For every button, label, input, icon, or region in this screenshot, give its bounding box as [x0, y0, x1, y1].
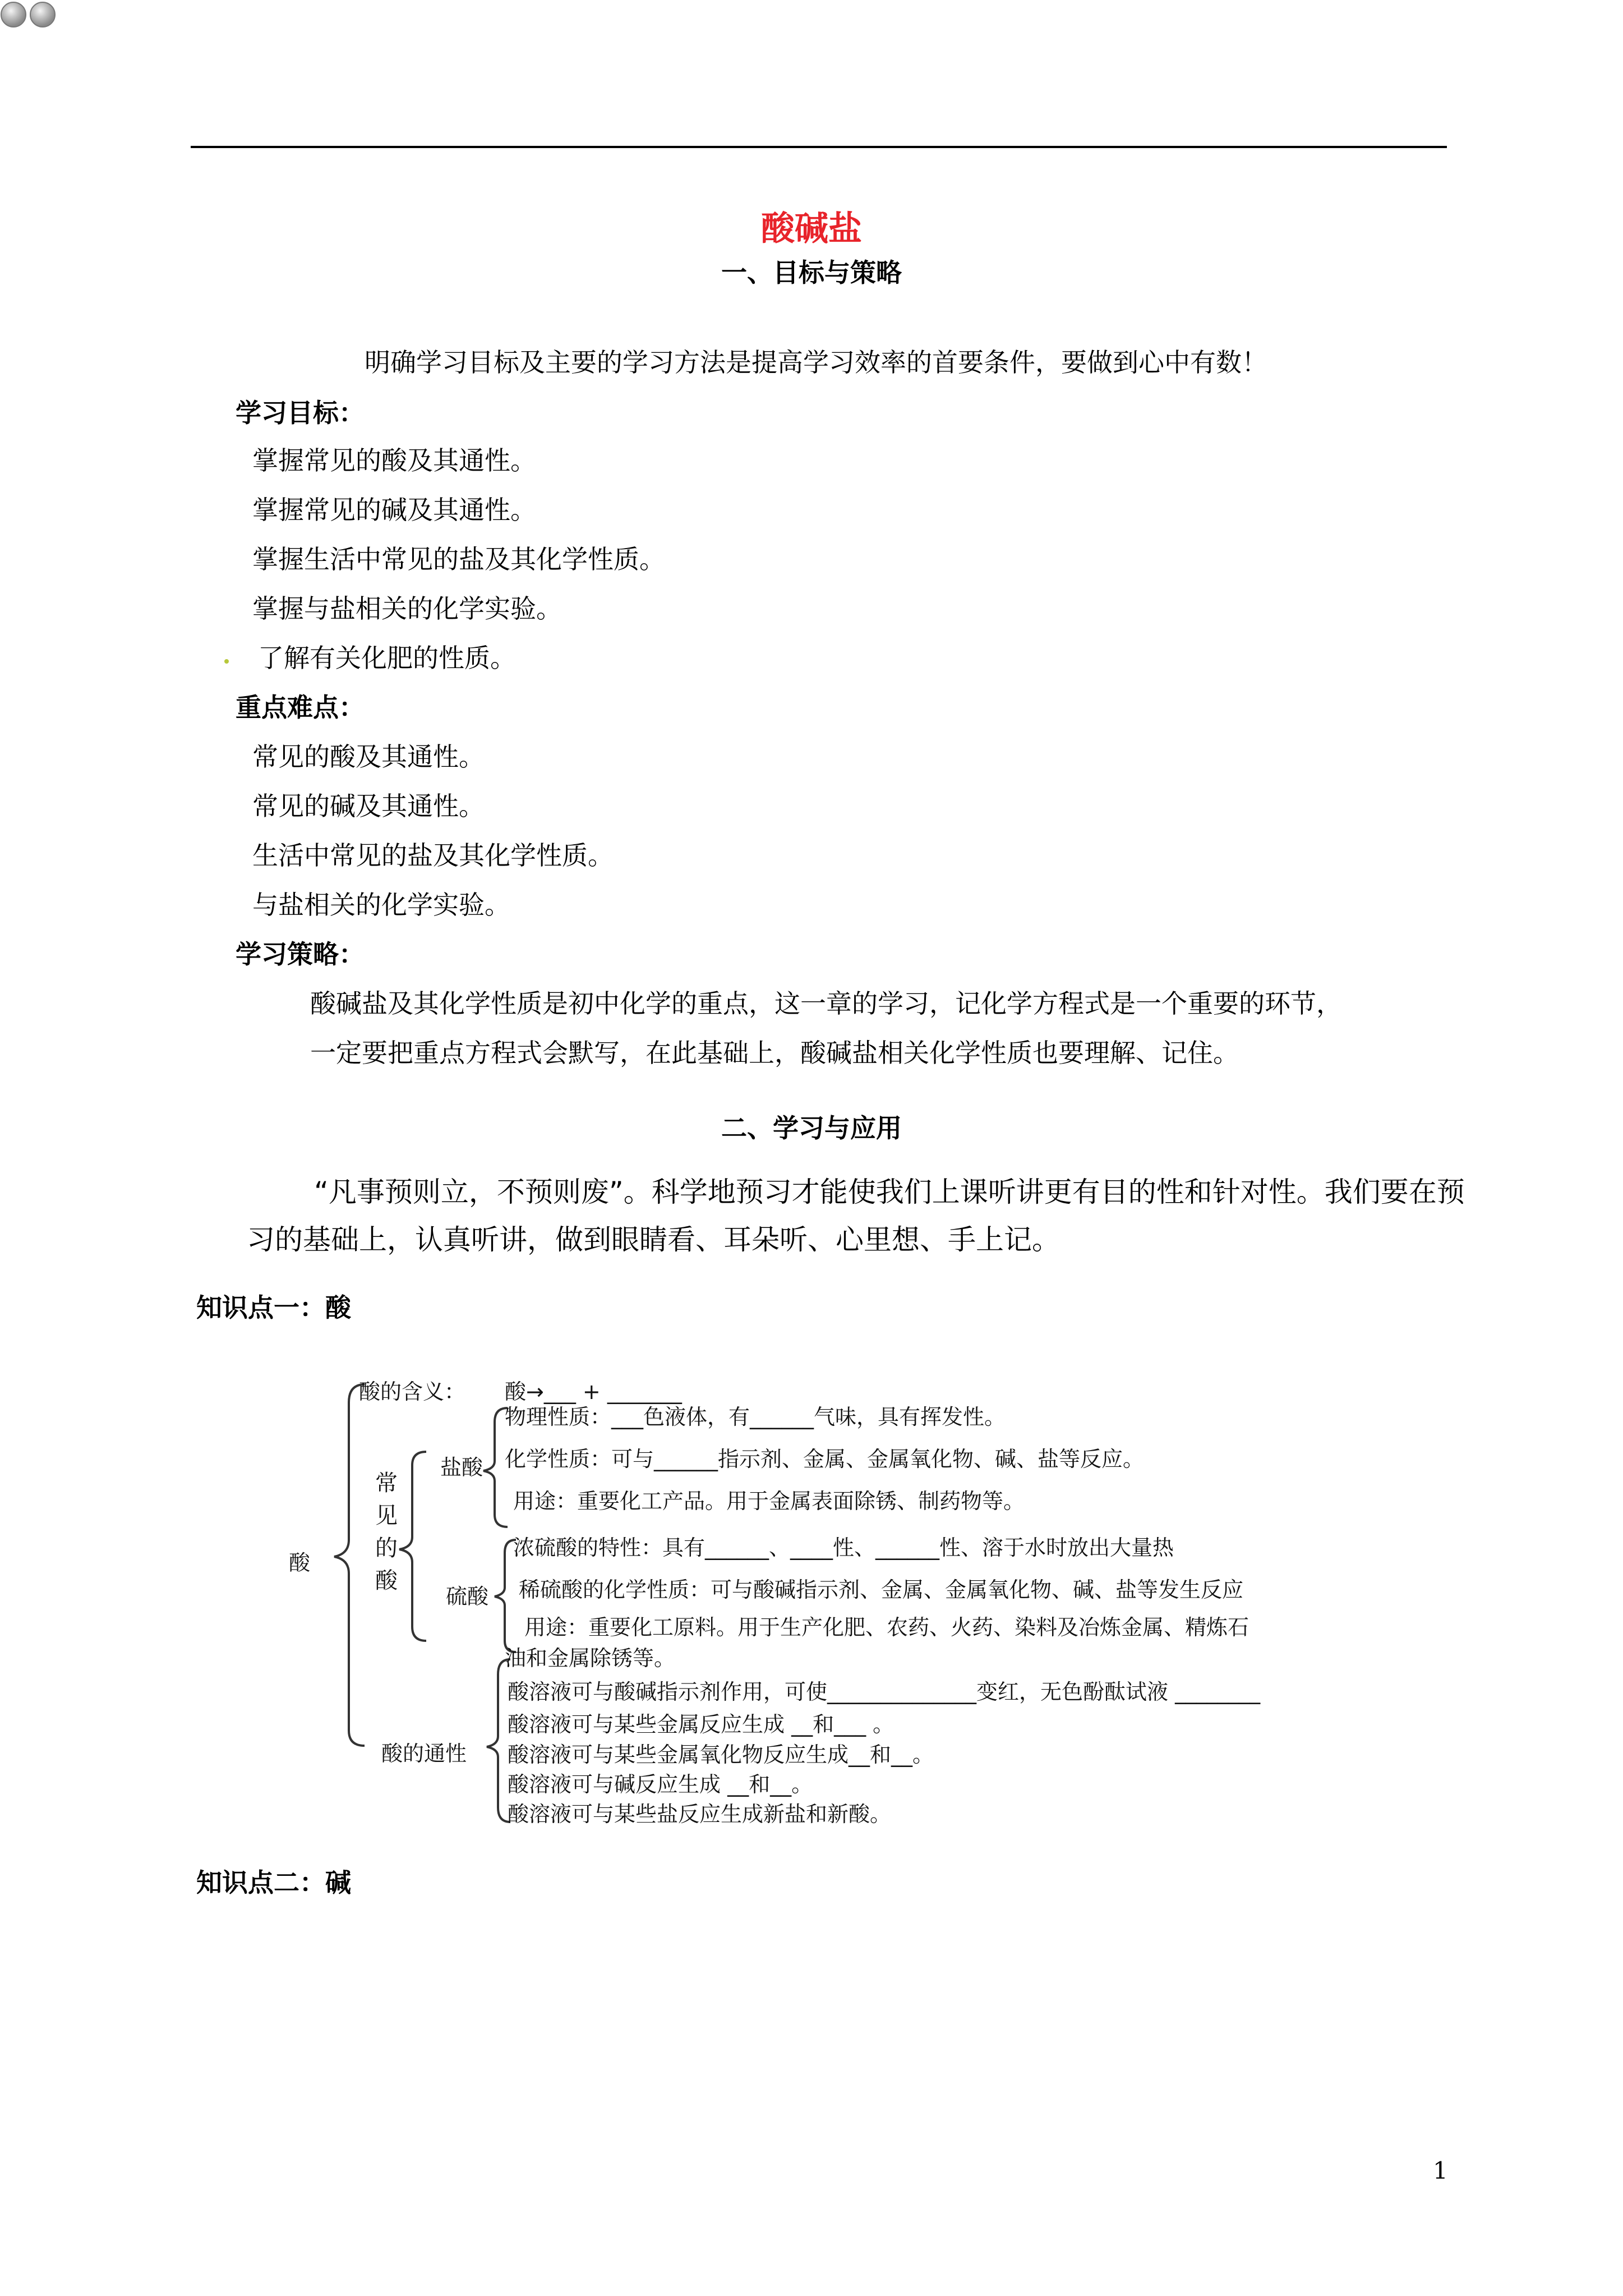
- strategy-line: 酸碱盐及其化学性质是初中化学的重点，这一章的学习，记化学方程式是一个重要的环节，: [310, 988, 1342, 1019]
- key-item: 常见的酸及其通性。: [252, 742, 485, 772]
- key-item: 常见的碱及其通性。: [252, 791, 485, 821]
- mindmap-general-line: 酸溶液可与某些金属氧化物反应生成__和__。: [508, 1742, 934, 1767]
- page-number: 1: [1433, 2157, 1448, 2184]
- mindmap-general-line: 酸溶液可与某些盐反应生成新盐和新酸。: [508, 1802, 892, 1826]
- key-item: 与盐相关的化学实验。: [252, 890, 510, 920]
- section-heading-1: 一、目标与策略: [721, 257, 902, 288]
- mindmap-general-name: 酸的通性: [381, 1741, 467, 1766]
- knowledge-point-1: 知识点一：酸: [196, 1292, 351, 1323]
- goal-item: 掌握与盐相关的化学实验。: [252, 593, 562, 624]
- preview-line: 习的基础上，认真听讲，做到眼睛看、耳朵听、心里想、手上记。: [247, 1223, 1060, 1256]
- mindmap-h2so4-line: 油和金属除锈等。: [505, 1646, 676, 1671]
- goal-item: 了解有关化肥的性质。: [258, 643, 516, 673]
- goals-label: 学习目标：: [236, 398, 365, 428]
- mindmap-general-line: 酸溶液可与酸碱指示剂作用，可使______________变红，无色酚酞试液 ________: [508, 1680, 1261, 1704]
- mindmap-hcl-name: 盐酸: [440, 1455, 483, 1480]
- preview-line: “凡事预则立，不预则废”。科学地预习才能使我们上课听讲更有目的性和针对性。我们要在预: [314, 1176, 1465, 1208]
- mindmap-general-line: 酸溶液可与某些金属反应生成 __和___ 。: [508, 1712, 895, 1737]
- mindmap-h2so4-line: 稀硫酸的化学性质：可与酸碱指示剂、金属、金属氧化物、碱、盐等发生反应: [519, 1577, 1244, 1602]
- goal-item: 掌握常见的碱及其通性。: [252, 495, 536, 525]
- page-title: 酸碱盐: [761, 209, 862, 249]
- mindmap-h2so4-line: 浓硫酸的特性：具有______、____性、______性、溶于水时放出大量热: [513, 1535, 1174, 1560]
- mindmap-hcl-line: 用途：重要化工产品。用于金属表面除锈、制药物等。: [513, 1489, 1025, 1513]
- mindmap-root: 酸: [289, 1550, 311, 1575]
- strategy-line: 一定要把重点方程式会默写，在此基础上，酸碱盐相关化学性质也要理解、记住。: [310, 1038, 1239, 1068]
- mindmap-h2so4-line: 用途：重要化工原料。用于生产化肥、农药、火药、染料及冶炼金属、精炼石: [524, 1615, 1249, 1640]
- keys-label: 重点难点：: [236, 692, 365, 723]
- mindmap-definition-formula: 酸→___ + _______: [505, 1379, 682, 1404]
- mindmap-general-line: 酸溶液可与碱反应生成 __和__。: [508, 1772, 813, 1797]
- mindmap-common-label: 常见的酸: [375, 1470, 398, 1594]
- knowledge-point-2: 知识点二：碱: [196, 1867, 351, 1898]
- key-item: 生活中常见的盐及其化学性质。: [252, 840, 614, 871]
- strategy-label: 学习策略：: [236, 939, 365, 969]
- mindmap-hcl-line: 化学性质：可与______指示剂、金属、金属氧化物、碱、盐等反应。: [505, 1447, 1145, 1471]
- goal-item: 掌握常见的酸及其通性。: [252, 445, 536, 476]
- intro-text: 明确学习目标及主要的学习方法是提高学习效率的首要条件，要做到心中有数！: [365, 347, 1267, 378]
- mindmap-hcl-line: 物理性质：___色液体，有______气味，具有挥发性。: [505, 1405, 1006, 1429]
- mindmap-definition: 酸的含义：: [359, 1379, 466, 1404]
- mindmap-h2so4-name: 硫酸: [446, 1584, 489, 1609]
- goal-item: 掌握生活中常见的盐及其化学性质。: [252, 544, 665, 574]
- section-heading-2: 二、学习与应用: [721, 1113, 902, 1143]
